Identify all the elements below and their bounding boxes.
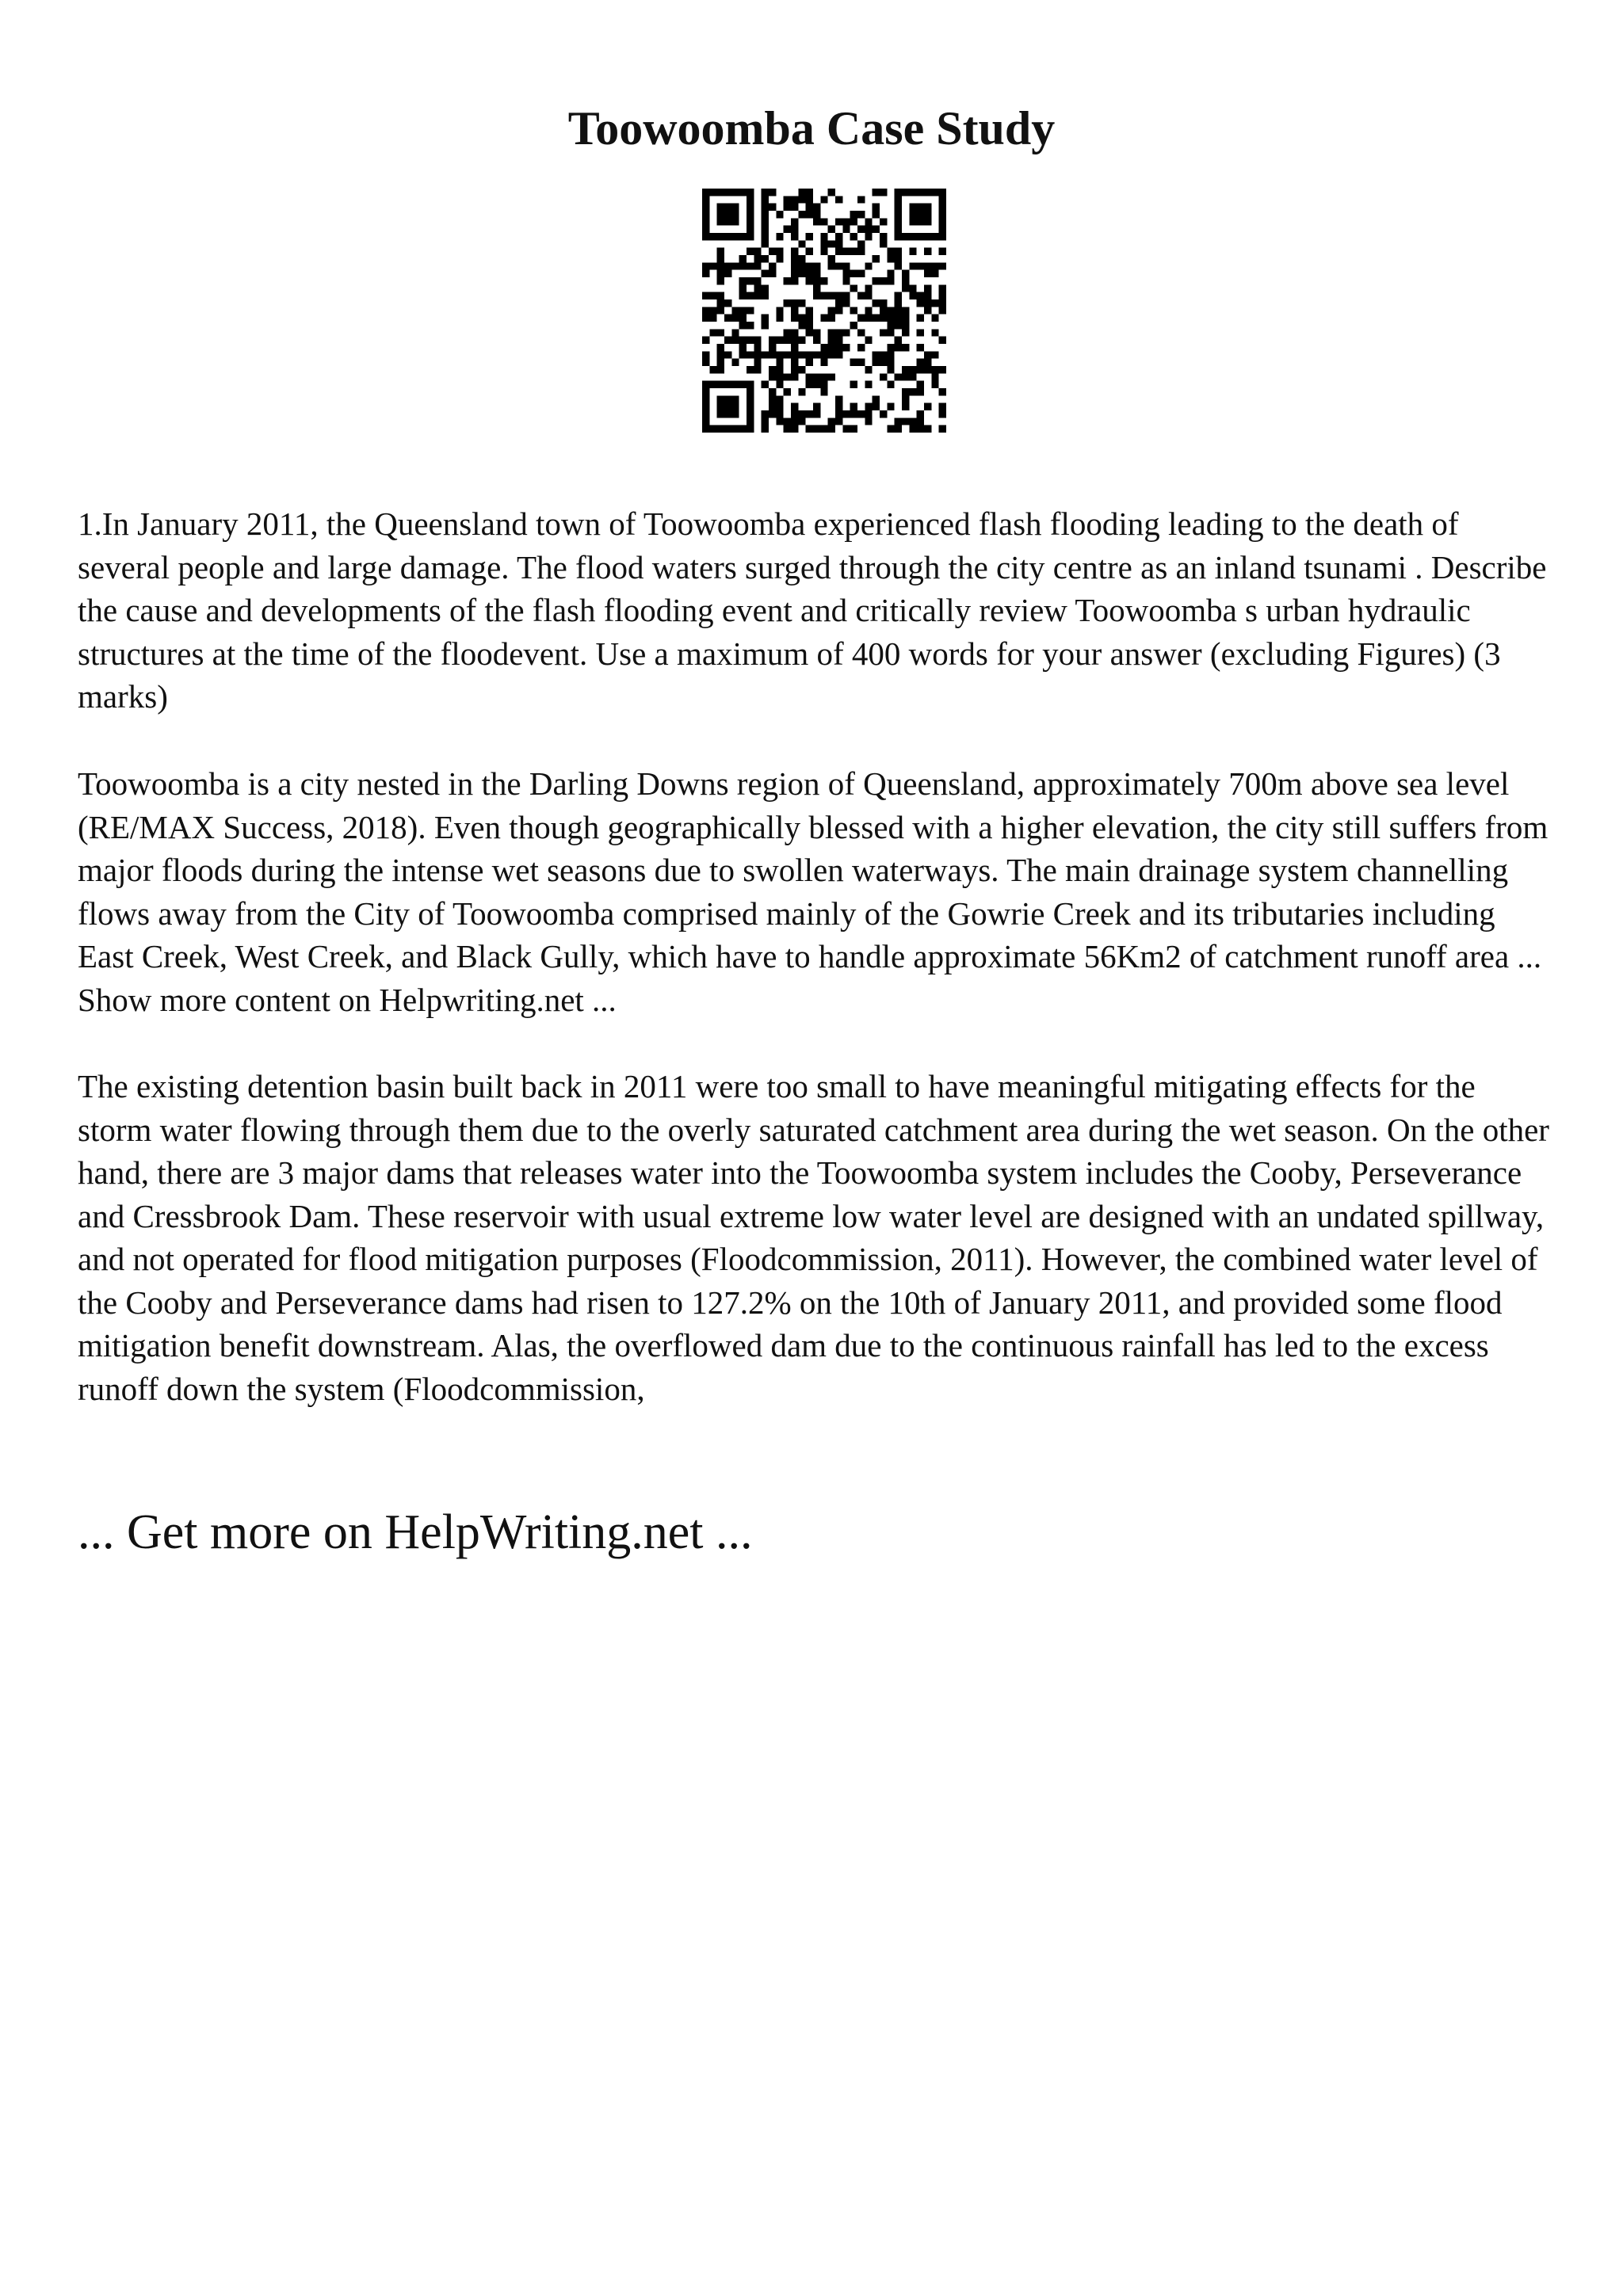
page-title: Toowoomba Case Study	[567, 102, 1056, 154]
qr-code-icon[interactable]	[702, 189, 946, 433]
body-paragraph-2: The existing detention basin built back in 2011 were too small to have meaningful mitigating effects for the storm water flowing through them due to the overly saturated catchment area during the wet season. On the other hand, there are 3 major dams that releases water into the Toowoomba system includes the Cooby, Perseverance and Cressbrook Dam. These reservoir with usual extreme low water level are designed with an undated spillway, and not operated for flood mitigation purposes (Floodcommission, 2011). However, the combined water level of the Cooby and Perseverance dams had risen to 127.2% on the 10th of January 2011, and provided some flood mitigation benefit downstream. Alas, the overflowed dam due to the continuous rainfall has led to the excess runoff down the system (Floodcommission,	[78, 1068, 1549, 1407]
body-paragraph-1: Toowoomba is a city nested in the Darling Downs region of Queensland, approximately 700m above sea level (RE/MAX Success, 2018). Even though geographically blessed with a higher elevation, the city still suffers from major floods during the intense wet seasons due to swollen waterways. The main drainage system channelling flows away from the City of Toowoomba comprised mainly of the Gowrie Creek and its tributaries including East Creek, West Creek, and Black Gully, which have to handle approximate 56Km2 of catchment runoff area ... Show more content on Helpwriting.net ...	[78, 765, 1549, 1018]
get-more-link[interactable]: ... Get more on HelpWriting.net ...	[78, 1505, 753, 1559]
question-paragraph: 1.In January 2011, the Queensland town of Toowoomba experienced flash flooding leading to the death of several people and large damage. The flood waters surged through the city centre as an inland tsunami . Describe the cause and developments of the flash flooding event and critically review Toowoomba s urban hydraulic structures at the time of the floodevent. Use a maximum of 400 words for your answer (excluding Figures) (3 marks)	[78, 505, 1547, 715]
